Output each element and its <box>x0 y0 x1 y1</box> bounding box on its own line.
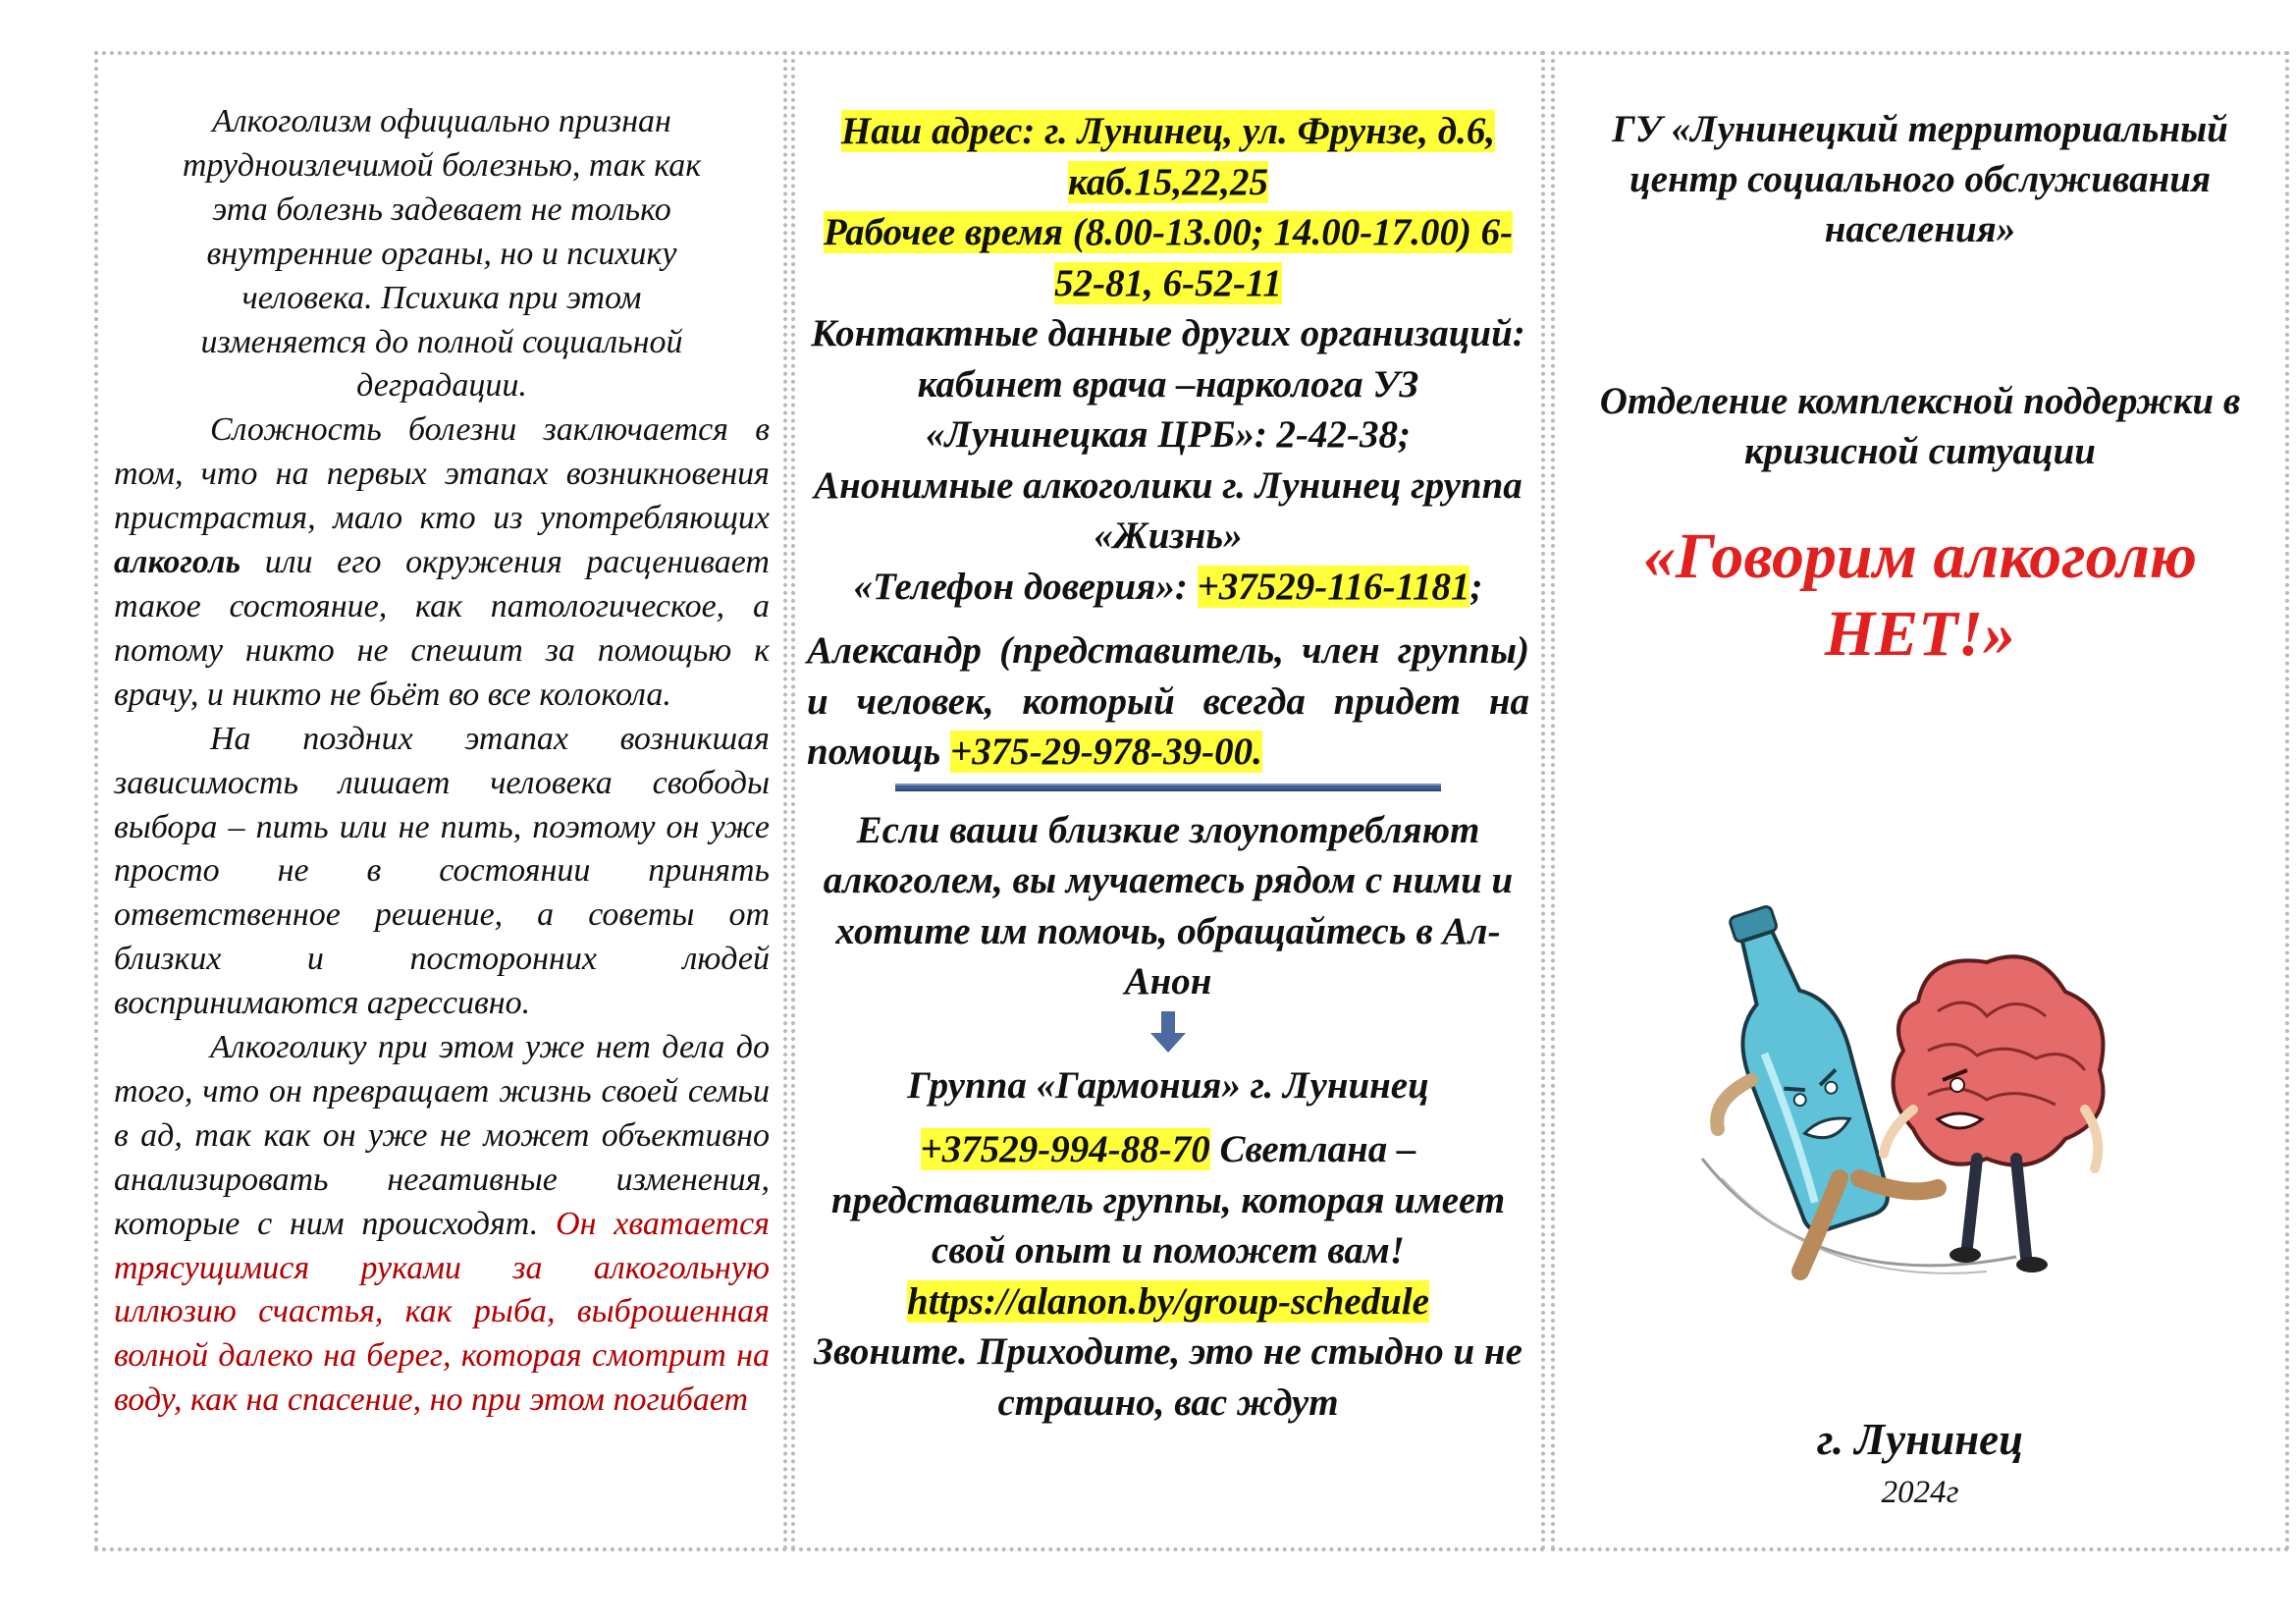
alexander-text: Александр (представитель, член группы) и человек, который всегда придет на помощь <box>807 629 1529 773</box>
harmony-group: Группа «Гармония» г. Лунинец <box>907 1063 1429 1107</box>
divider-line <box>895 784 1441 791</box>
address-block <box>807 106 1529 308</box>
alexander-phone: +375-29-978-39-00. <box>949 731 1262 773</box>
narcologist-contact: кабинет врача –нарколога УЗ «Лунинецкая ЦРБ»: 2-42-38; <box>917 362 1419 456</box>
url-line <box>807 1276 1529 1327</box>
right-panel <box>1551 51 2289 1551</box>
rooms-line: каб.15,22,25 <box>1067 160 1268 203</box>
fish-metaphor-red-text: Он хватается трясущимися руками за алкогольную иллюзию счастья, как рыба, выброшенная волной далеко на берег, которая смотрит на воду, как на спасение, но при этом погибает <box>114 1205 770 1419</box>
contacts-title: Контактные данные других организаций: <box>811 312 1525 354</box>
trust-phone-number: +37529-116-1181 <box>1197 565 1470 608</box>
alexander-contact <box>807 625 1529 778</box>
middle-panel <box>791 51 1545 1551</box>
svetlana-phone: +37529-994-88-70 <box>920 1128 1210 1170</box>
late-stage-paragraph: На поздних этапах возникшая зависимость лишает человека свободы выбора – пить или не пить, поэтому он уже просто не в состоянии принять ответственное решение, а советы от близких и посторонних людей воспринимаются агрессивно. <box>114 720 770 1022</box>
alanon-url: https://alanon.by/group-schedule <box>907 1279 1429 1323</box>
call-to-action: Звоните. Приходите, это не стыдно и не страшно, вас ждут <box>814 1330 1522 1424</box>
working-hours-line: Рабочее время (8.00-13.00; 14.00-17.00) 6-52-81, 6-52-11 <box>823 211 1514 304</box>
intro-paragraph: Алкоголизм официально признан трудноизлечимой болезнью, так как эта болезнь задевает не только внутренние органы, но и психику человека. Психика при этом изменяется до полной социальной деградации. <box>182 103 702 405</box>
trust-phone-label: «Телефон доверия»: <box>853 565 1198 608</box>
left-panel-text <box>114 100 770 1423</box>
trust-phone-line <box>807 562 1529 613</box>
alcohol-bold-word: алкоголь <box>114 544 241 581</box>
relatives-paragraph: Если ваши близкие злоупотребляют алкоголем, вы мучаетесь рядом с ними и хотите им помочь, обращайтесь в Ал-Анон <box>823 808 1514 1002</box>
complexity-paragraph <box>114 408 770 717</box>
alcoholic-text: Алкоголику при этом уже нет дела до того, что он превращает жизнь своей семьи в ад, так как он уже не может объективно анализировать негативные изменения, которые с ним происходят. <box>114 1029 770 1242</box>
address-line: Наш адрес: г. Лунинец, ул. Фрунзе, д.6, <box>840 110 1496 152</box>
city-name: г. Лунинец <box>1816 1415 2024 1464</box>
year-label: 2024г <box>1881 1475 1959 1510</box>
aa-group-contact: Анонимные алкоголики г. Лунинец группа «Жизнь» <box>814 463 1522 557</box>
complexity-text-start: Сложность болезни заключается в том, что на первых этапах возникновения пристрастия, мало кто из употребляющих <box>114 411 770 537</box>
trust-phone-end: ; <box>1469 565 1483 608</box>
cover-block <box>1575 104 2266 1510</box>
contacts-block <box>807 106 1529 1428</box>
bottle-and-brain-fight-illustration-icon <box>1692 884 2124 1296</box>
organization-name: ГУ «Лунинецкий территориальный центр социального обслуживания населения» <box>1612 108 2228 250</box>
department-name: Отделение комплексной поддержки в кризисной ситуации <box>1599 380 2241 472</box>
complexity-text-end: или его окружения расценивает такое состояние, как патологическое, а потому никто не спешит за помощью к врачу, и никто не бьёт во все колокола. <box>114 544 770 713</box>
arrow-down-icon <box>1148 1011 1188 1053</box>
slogan-title: «Говорим алкоголю НЕТ!» <box>1642 520 2198 670</box>
left-panel <box>94 51 787 1551</box>
svetlana-text: Светлана – представитель группы, которая имеет свой опыт и поможет вам! <box>830 1128 1506 1272</box>
alcoholic-paragraph <box>114 1026 770 1423</box>
svetlana-contact <box>807 1124 1529 1276</box>
